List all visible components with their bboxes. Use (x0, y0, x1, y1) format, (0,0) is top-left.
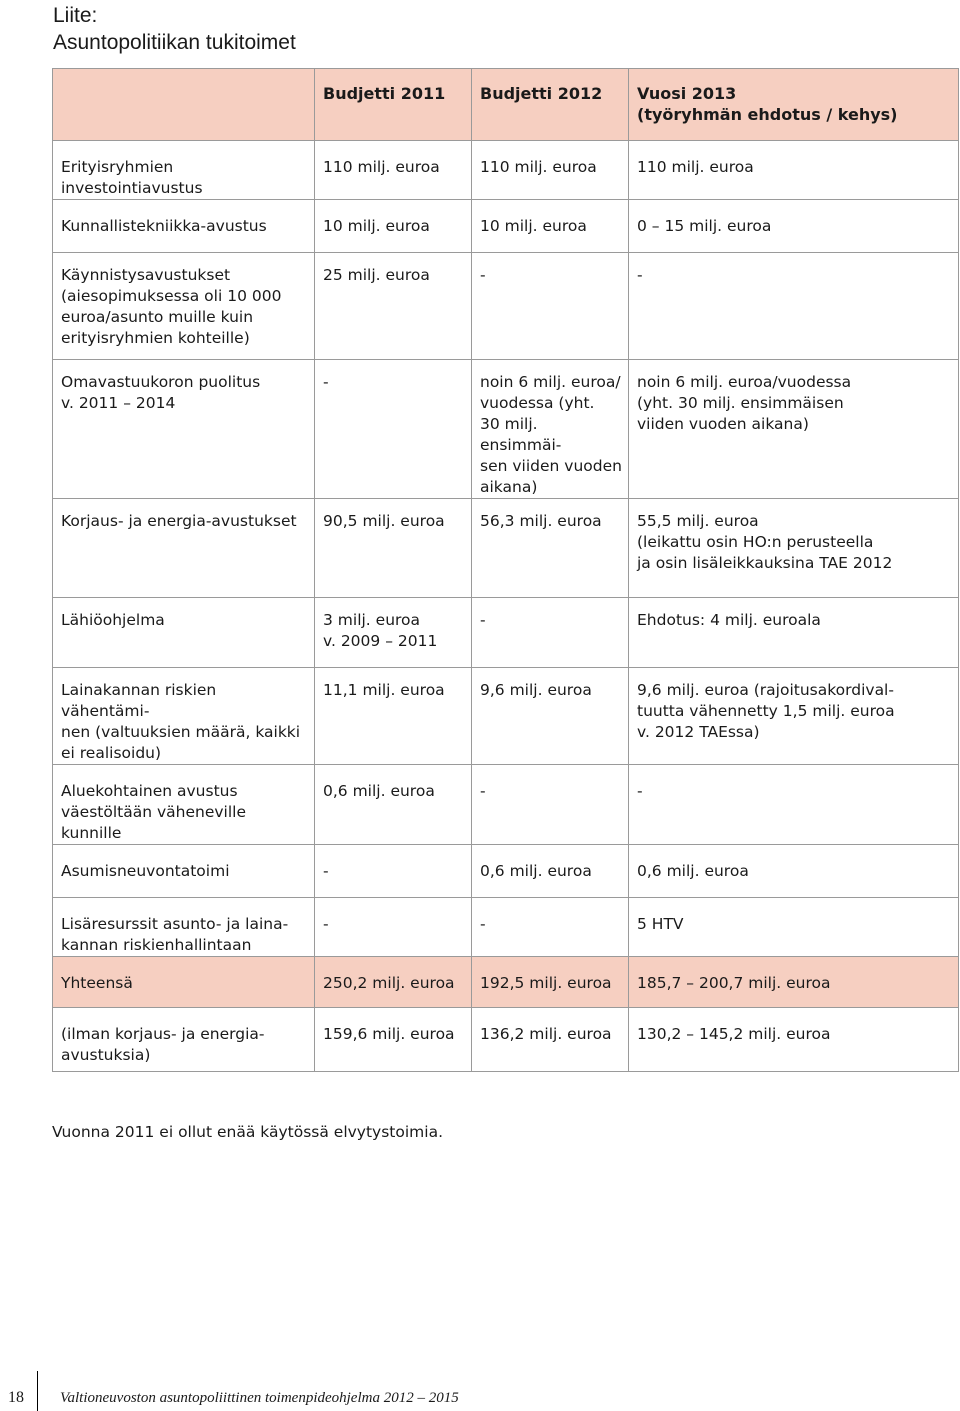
table-header-row-cell (53, 69, 315, 141)
table-row-cell (315, 1008, 472, 1072)
table-row-cell (629, 845, 959, 898)
table-row-cell (629, 1008, 959, 1072)
table-row-cell (472, 253, 629, 360)
cell-text: 56,3 milj. euroa (480, 512, 602, 530)
footnote: Vuonna 2011 ei ollut enää käytössä elvytystoimia. (52, 1123, 444, 1141)
cell-text: 10 milj. euroa (480, 217, 587, 235)
title-line-2: Asuntopolitiikan tukitoimet (53, 31, 296, 54)
cell-text: 11,1 milj. euroa (323, 681, 445, 699)
cell-text: Lainakannan riskien vähentämi- nen (valtuuksien määrä, kaikki ei realisoidu) (61, 681, 301, 762)
cell-text: noin 6 milj. euroa/ vuodessa (yht. 30 milj. ensimmäi- sen viiden vuoden aikana) (480, 373, 622, 496)
table-row-cell (629, 598, 959, 668)
table-row-cell (472, 668, 629, 765)
table-row-cell (53, 141, 315, 200)
table-row-cell (53, 598, 315, 668)
table-row-cell (53, 200, 315, 253)
table-row-cell (315, 360, 472, 499)
cell-text: noin 6 milj. euroa/vuodessa (yht. 30 milj. ensimmäisen viiden vuoden aikana) (637, 373, 852, 433)
table-row-cell (315, 765, 472, 845)
table-row-cell (53, 668, 315, 765)
table-row-cell (315, 898, 472, 957)
cell-text: 0 – 15 milj. euroa (637, 217, 772, 235)
table-row-cell (315, 668, 472, 765)
document-title (53, 2, 296, 56)
table-row (53, 668, 959, 765)
cell-text: Budjetti 2011 (323, 84, 446, 103)
table-header-row (53, 69, 959, 141)
cell-text: Erityisryhmien investointiavustus (61, 158, 203, 197)
table-row-cell (315, 253, 472, 360)
cell-text: 9,6 milj. euroa (rajoitusakordival- tuutta vähennetty 1,5 milj. euroa v. 2012 TAEssa) (637, 681, 895, 741)
cell-text: 110 milj. euroa (323, 158, 440, 176)
table-row-cell (53, 765, 315, 845)
cell-text: - (480, 915, 486, 933)
cell-text: 136,2 milj. euroa (480, 1025, 612, 1043)
cell-text: Aluekohtainen avustus väestöltään väheneville kunnille (61, 782, 246, 842)
table-header-row-cell (315, 69, 472, 141)
footer-divider (37, 1371, 38, 1411)
table-row-cell (472, 360, 629, 499)
cell-text: - (480, 266, 486, 284)
table-row-cell (53, 360, 315, 499)
table-row-cell (629, 898, 959, 957)
cell-text: 0,6 milj. euroa (480, 862, 592, 880)
cell-text: Vuosi 2013 (työryhmän ehdotus / kehys) (637, 84, 898, 124)
cell-text: Kunnallistekniikka-avustus (61, 217, 267, 235)
table-row-cell (315, 200, 472, 253)
cell-text: 25 milj. euroa (323, 266, 430, 284)
cell-text: - (323, 915, 329, 933)
table-row (53, 845, 959, 898)
table-row-cell (629, 765, 959, 845)
cell-text: Asumisneuvontatoimi (61, 862, 230, 880)
cell-text: - (637, 266, 643, 284)
table-row (53, 598, 959, 668)
table-row-cell (629, 499, 959, 598)
table-row-cell (53, 253, 315, 360)
table-row (53, 200, 959, 253)
cell-text: - (323, 862, 329, 880)
cell-text: 185,7 – 200,7 milj. euroa (637, 974, 831, 992)
cell-text: Ehdotus: 4 milj. euroala (637, 611, 821, 629)
cell-text: - (637, 782, 643, 800)
cell-text: 159,6 milj. euroa (323, 1025, 455, 1043)
cell-text: - (480, 782, 486, 800)
table-row (53, 360, 959, 499)
cell-text: 10 milj. euroa (323, 217, 430, 235)
table-total-row-cell (629, 957, 959, 1008)
cell-text: 55,5 milj. euroa (leikattu osin HO:n perusteella ja osin lisäleikkauksina TAE 2012 (637, 512, 893, 572)
cell-text: Omavastuukoron puolitus v. 2011 – 2014 (61, 373, 261, 412)
table-row-cell (629, 200, 959, 253)
table-row-cell (315, 141, 472, 200)
table-row (53, 765, 959, 845)
table-total-row-cell (53, 957, 315, 1008)
table-row (53, 141, 959, 200)
cell-text: Budjetti 2012 (480, 84, 603, 103)
table-row-cell (53, 499, 315, 598)
footer-title: Valtioneuvoston asuntopoliittinen toimenpideohjelma 2012 – 2015 (60, 1390, 459, 1406)
cell-text: - (480, 611, 486, 629)
table-row-cell (53, 845, 315, 898)
table-header-row-cell (629, 69, 959, 141)
cell-text: 110 milj. euroa (637, 158, 754, 176)
table-row-cell (629, 668, 959, 765)
cell-text: Lähiöohjelma (61, 611, 165, 629)
table-row (53, 1008, 959, 1072)
table-row-cell (315, 598, 472, 668)
table-row-cell (472, 845, 629, 898)
cell-text: 5 HTV (637, 915, 684, 933)
table-row-cell (472, 765, 629, 845)
table-row (53, 898, 959, 957)
table-row-cell (629, 253, 959, 360)
cell-text: 9,6 milj. euroa (480, 681, 592, 699)
table-row-cell (472, 141, 629, 200)
table-row-cell (472, 200, 629, 253)
cell-text: Käynnistysavustukset (aiesopimuksessa oli 10 000 euroa/asunto muille kuin erityisryhmien kohteille) (61, 266, 282, 347)
cell-text: - (323, 373, 329, 391)
table-header-row-cell (472, 69, 629, 141)
table-row-cell (315, 499, 472, 598)
cell-text: 130,2 – 145,2 milj. euroa (637, 1025, 831, 1043)
title-line-1: Liite: (53, 4, 98, 27)
cell-text: (ilman korjaus- ja energia- avustuksia) (61, 1025, 265, 1064)
table-total-row (53, 957, 959, 1008)
cell-text: 0,6 milj. euroa (637, 862, 749, 880)
table-row-cell (629, 360, 959, 499)
table-row (53, 499, 959, 598)
table-row-cell (472, 499, 629, 598)
cell-text: 0,6 milj. euroa (323, 782, 435, 800)
table-row-cell (629, 141, 959, 200)
cell-text: Korjaus- ja energia-avustukset (61, 512, 297, 530)
table-total-row-cell (315, 957, 472, 1008)
cell-text: 250,2 milj. euroa (323, 974, 455, 992)
table-row-cell (472, 598, 629, 668)
cell-text: Yhteensä (61, 974, 133, 992)
table-row-cell (472, 898, 629, 957)
cell-text: 192,5 milj. euroa (480, 974, 612, 992)
page-number: 18 (8, 1389, 24, 1406)
table-row-cell (315, 845, 472, 898)
cell-text: 3 milj. euroa v. 2009 – 2011 (323, 611, 438, 650)
cell-text: Lisäresurssit asunto- ja laina- kannan riskienhallintaan (61, 915, 289, 954)
table-row (53, 253, 959, 360)
table-row-cell (53, 898, 315, 957)
table-row-cell (472, 1008, 629, 1072)
cell-text: 110 milj. euroa (480, 158, 597, 176)
table-row-cell (53, 1008, 315, 1072)
support-measures-table (52, 68, 959, 1072)
cell-text: 90,5 milj. euroa (323, 512, 445, 530)
table-total-row-cell (472, 957, 629, 1008)
